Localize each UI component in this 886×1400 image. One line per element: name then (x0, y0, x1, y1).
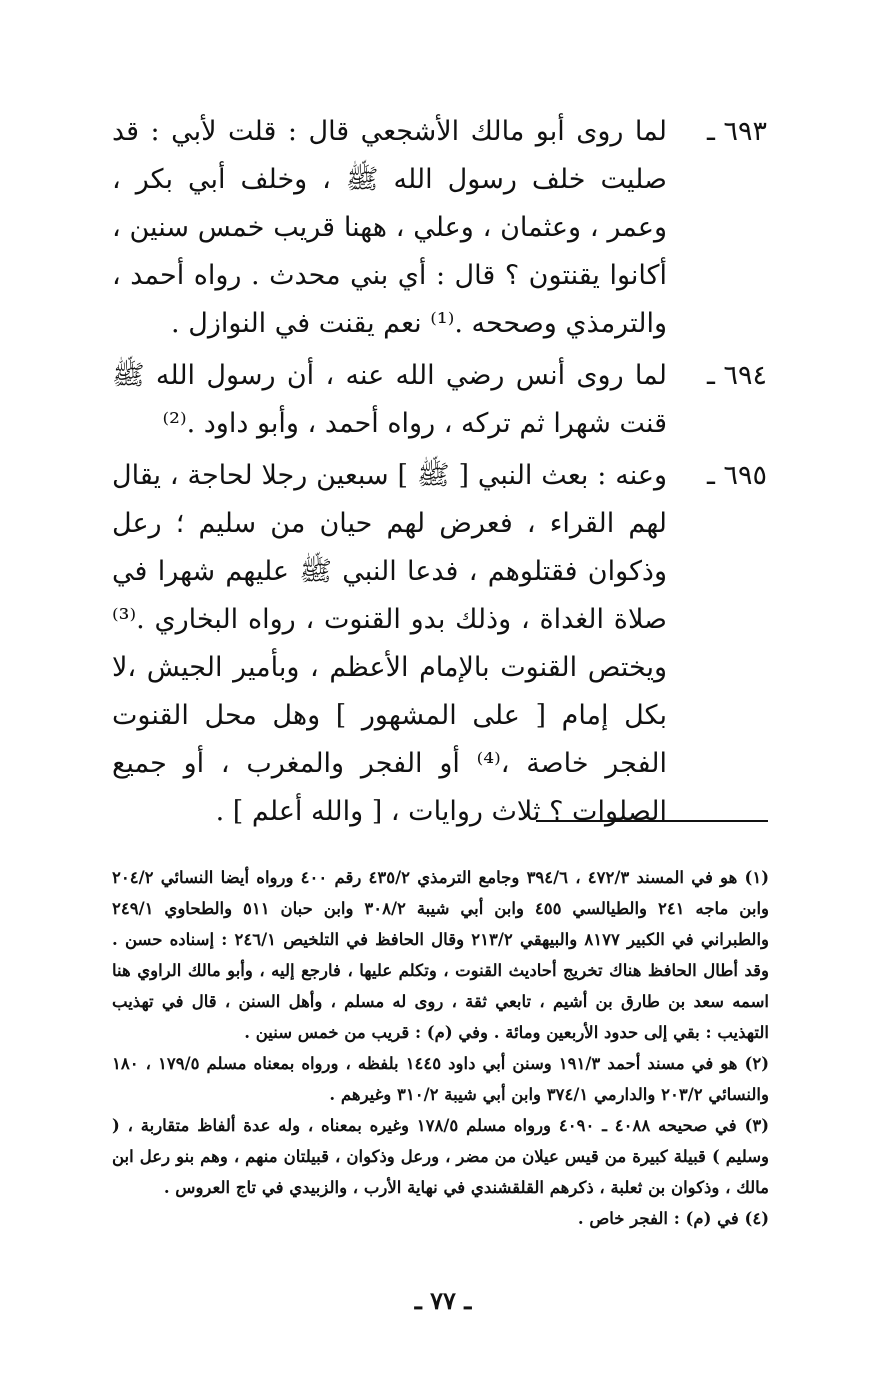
entry-number: ٦٩٣ ـ (706, 116, 767, 147)
footnotes (112, 862, 769, 1234)
footnote-4: (٤) في (م) : الفجر خاص . (577, 1209, 769, 1228)
main-text (112, 108, 767, 840)
page-number: ـ ٧٧ ـ (414, 1286, 472, 1315)
entry-694 (112, 352, 767, 448)
entry-695 (112, 452, 767, 836)
footnote-1: (١) هو في المسند ٤٧٢/٣ ، ٣٩٤/٦ وجامع الترمذي ٤٣٥/٢ رقم ٤٠٠ ورواه أيضا النسائي ٢٠٤/٢ وابن ماجه ٢٤١ والطيالسي ٤٥٥ وابن أبي شيبة ٣٠٨/٢ وابن حبان ٥١١ والطحاوي ٢٤٩/١ والطبراني في الكبير ٨١٧٧ والبيهقي ٢١٣/٢ وقال الحافظ في التلخيص ٢٤٦/١ : إسناده حسن . وقد أطال الحافظ هناك تخريج أحاديث القنوت ، وتكلم عليها ، فارجع إليه ، وأبو مالك الراوي هنا اسمه سعد بن طارق بن أشيم ، تابعي ثقة ، روى له مسلم ، وأهل السنن ، قال في تهذيب التهذيب : بقي إلى حدود الأربعين ومائة . وفي (م) : قريب من خمس سنين . (112, 868, 770, 1042)
entry-text: لما روى أبو مالك الأشجعي قال : قلت لأبي : قد صليت خلف رسول الله ﷺ ، وخلف أبي بكر ، وعمر ، وعثمان ، وعلي ، ههنا قريب خمس سنين ، أكانوا يقنتون ؟ قال : أي بني محدث . رواه أحمد ، والترمذي وصححه .⁽¹⁾ نعم يقنت في النوازل . (112, 116, 667, 339)
entry-number: ٦٩٥ ـ (706, 460, 767, 491)
entry-number: ٦٩٤ ـ (706, 360, 767, 391)
footnote-3: (٣) في صحيحه ٤٠٨٨ ـ ٤٠٩٠ ورواه مسلم ١٧٨/٥ وغيره بمعناه ، وله عدة ألفاظ متقاربة ، ( وسليم ) قبيلة كبيرة من قيس عيلان من مضر ، ورعل وذكوان ، قبيلتان منهم ، وهم بنو رعل ابن مالك ، وذكوان بن ثعلبة ، ذكرهم القلقشندي في نهاية الأرب ، والزبيدي في تاج العروس . (112, 1116, 769, 1197)
entry-693 (112, 108, 767, 348)
entry-text: لما روى أنس رضي الله عنه ، أن رسول الله ﷺ قنت شهرا ثم تركه ، رواه أحمد ، وأبو داود .⁽²⁾ (112, 360, 667, 439)
footnote-divider (536, 820, 768, 822)
entry-text: وعنه : بعث النبي [ ﷺ ] سبعين رجلا لحاجة ، يقال لهم القراء ، فعرض لهم حيان من سليم ؛ رعل وذكوان فقتلوهم ، فدعا النبي ﷺ عليهم شهرا في صلاة الغداة ، وذلك بدو القنوت ، رواه البخاري .⁽³⁾ ويختص القنوت بالإمام الأعظم ، وبأمير الجيش ،لا بكل إمام [ على المشهور ] وهل محل القنوت الفجر خاصة ،⁽⁴⁾ أو الفجر والمغرب ، أو جميع الصلوات ؟ ثلاث روايات ، [ والله أعلم ] . (112, 460, 667, 827)
footnote-2: (٢) هو في مسند أحمد ١٩١/٣ وسنن أبي داود ١٤٤٥ بلفظه ، ورواه بمعناه مسلم ١٧٩/٥ ، ١٨٠ والنسائي ٢٠٣/٢ والدارمي ٣٧٤/١ وابن أبي شيبة ٣١٠/٢ وغيرهم . (112, 1054, 769, 1104)
